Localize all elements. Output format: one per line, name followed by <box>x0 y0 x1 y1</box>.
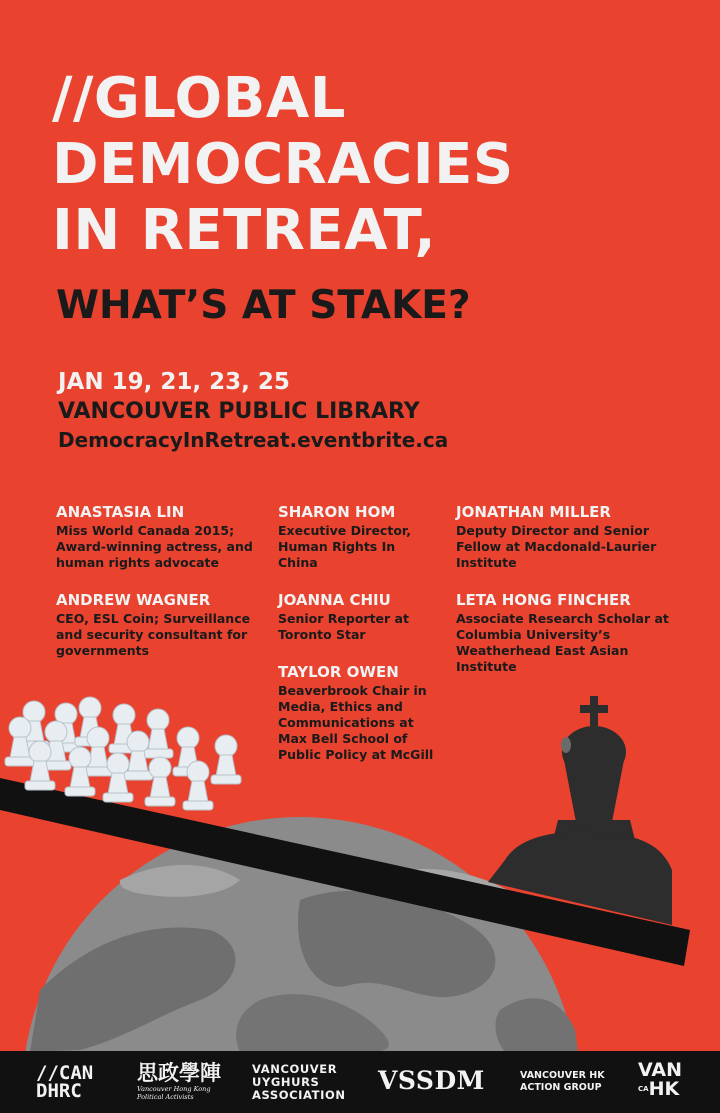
title-line-3: IN RETREAT, <box>52 198 437 263</box>
logo-candhrc-line2: DHRC <box>36 1080 82 1102</box>
event-url[interactable]: DemocracyInRetreat.eventbrite.ca <box>58 428 449 452</box>
logo-sizheng <box>137 1061 221 1101</box>
poster-subtitle: WHAT’S AT STAKE? <box>56 283 471 328</box>
speaker-card-joanna-chiu <box>278 591 438 643</box>
speaker-card-leta-hong-fincher <box>456 591 686 675</box>
speaker-card-jonathan-miller <box>456 503 686 571</box>
speaker-bio: Miss World Canada 2015; Award-winning actress, and human rights advocate <box>56 523 253 570</box>
speaker-bio: Deputy Director and Senior Fellow at Macdonald-Laurier Institute <box>456 523 657 570</box>
title-line-1: //GLOBAL <box>52 66 346 131</box>
speaker-bio: Beaverbrook Chair in Media, Ethics and Communications at Max Bell School of Public Policy at McGill <box>278 683 434 762</box>
speaker-name: SHARON HOM <box>278 503 396 521</box>
logo-vua-line3: ASSOCIATION <box>252 1088 346 1102</box>
speaker-name: LETA HONG FINCHER <box>456 591 631 609</box>
title-line-2: DEMOCRACIES <box>52 132 514 197</box>
event-venue: VANCOUVER PUBLIC LIBRARY <box>58 399 420 424</box>
logo-sizheng-chinese: 思政學陣 <box>137 1061 221 1085</box>
speaker-card-anastasia-lin <box>56 503 271 571</box>
logo-vancouver-hk-action-group <box>520 1070 605 1094</box>
logo-vhkag-line1: VANCOUVER HK <box>520 1070 605 1081</box>
white-pawn-icon <box>0 680 241 810</box>
logo-vssdm: VSSDM <box>378 1066 485 1095</box>
logo-candhrc-line1: //CAN <box>36 1062 94 1084</box>
logo-sizheng-english-1: Vancouver Hong Kong <box>137 1085 211 1093</box>
logo-vanhk-ca: CA <box>638 1085 649 1093</box>
logo-vanhk-top: VAN <box>638 1059 683 1081</box>
speaker-bio: Associate Research Scholar at Columbia University’s Weatherhead East Asian Institute <box>456 611 669 674</box>
speaker-name: ANDREW WAGNER <box>56 591 211 609</box>
chess-seesaw-illustration <box>0 680 720 1052</box>
speaker-card-sharon-hom <box>278 503 438 571</box>
poster-title <box>52 66 692 264</box>
logo-vhkag-line2: ACTION GROUP <box>520 1082 602 1093</box>
speaker-name: ANASTASIA LIN <box>56 503 185 521</box>
event-dates: JAN 19, 21, 23, 25 <box>58 369 290 395</box>
speaker-bio: CEO, ESL Coin; Surveillance and security consultant for governments <box>56 611 251 658</box>
speaker-bio: Senior Reporter at Toronto Star <box>278 611 409 642</box>
speaker-card-andrew-wagner <box>56 591 271 659</box>
speaker-name: JOANNA CHIU <box>278 591 391 609</box>
speaker-name: JONATHAN MILLER <box>456 503 611 521</box>
black-king-icon <box>488 696 672 925</box>
event-details <box>58 368 578 455</box>
logo-vanhk <box>638 1061 682 1099</box>
logo-vancouver-uyghurs-association <box>252 1063 346 1102</box>
speaker-bio: Executive Director, Human Rights In China <box>278 523 411 570</box>
sponsor-footer <box>0 1051 720 1113</box>
logo-vanhk-bottom: HK <box>648 1078 680 1100</box>
logo-candhrc <box>36 1064 93 1100</box>
logo-vua-line2: UYGHURS <box>252 1075 320 1089</box>
logo-sizheng-english-2: Political Activists <box>137 1093 194 1101</box>
logo-vua-line1: VANCOUVER <box>252 1062 338 1076</box>
speaker-name: TAYLOR OWEN <box>278 663 399 681</box>
